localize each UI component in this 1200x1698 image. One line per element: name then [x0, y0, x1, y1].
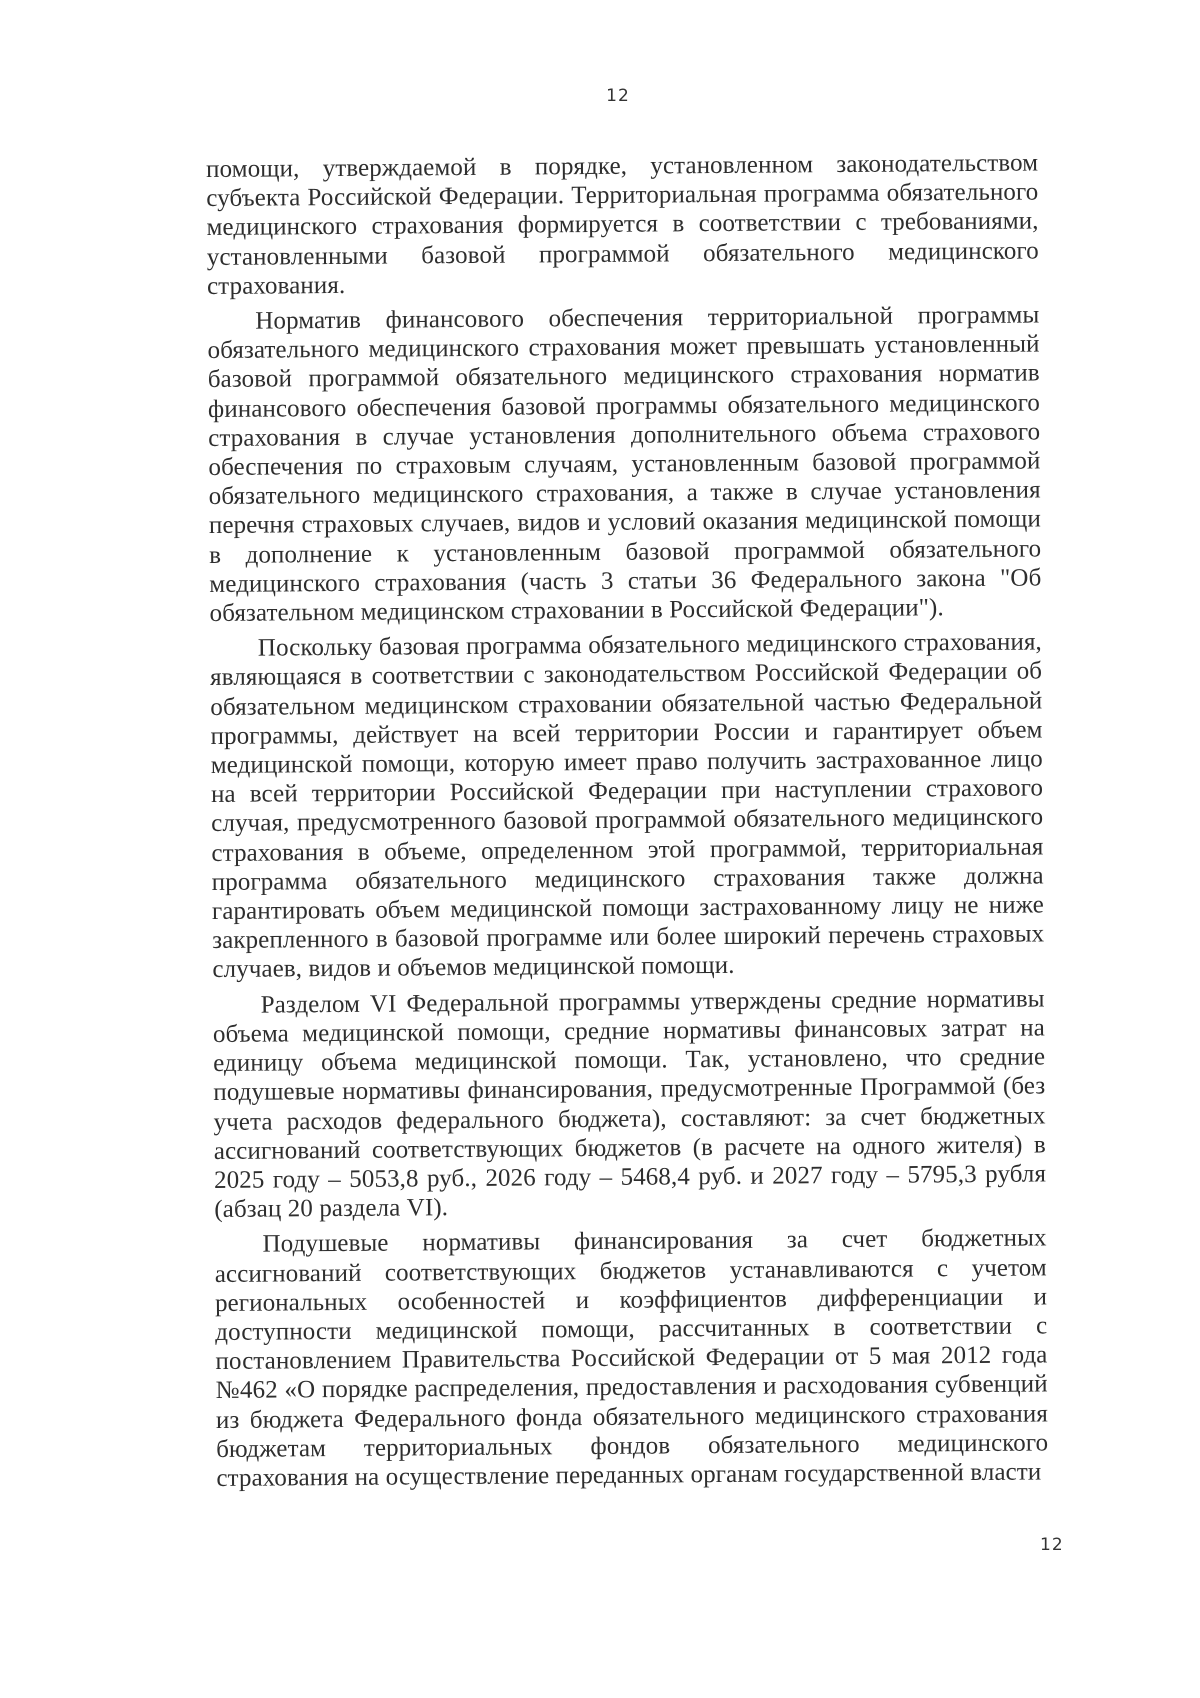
page-number-bottom: 12 [1040, 1535, 1064, 1555]
paragraph-2: Норматив финансового обеспечения территориальной программы обязательного медицинского страхования может превышать установленный базовой программой обязательного медицинского страхования норматив финансового обеспечения базовой программы обязательного медицинского страхования в случае установления дополнительного объема страхового обеспечения по страховым случаям, установленным базовой программой обязательного медицинского страхования, а также в случае установления перечня страховых случаев, видов и условий оказания медицинской помощи в дополнение к установленным базовой программой обязательного медицинского страхования (часть 3 статьи 36 Федерального закона "Об обязательном медицинском страховании в Российской Федерации"). [207, 301, 1042, 628]
document-body [206, 148, 1049, 1499]
paragraph-5: Подушевые нормативы финансирования за счет бюджетных ассигнований соответствующих бюджетов устанавливаются с учетом региональных особенностей и коэффициентов дифференциации и доступности медицинской помощи, рассчитанных в соответствии с постановлением Правительства Российской Федерации от 5 мая 2012 года №462 «О порядке распределения, предоставления и расходования субвенций из бюджета Федерального фонда обязательного медицинского страхования бюджетам территориальных фондов обязательного медицинского страхования на осуществление переданных органам государственной власти [214, 1224, 1049, 1492]
paragraph-3: Поскольку базовая программа обязательного медицинского страхования, являющаяся в соответствии с законодательством Российской Федерации об обязательном медицинском страховании обязательной частью Федеральной программы, действует на всей территории России и гарантирует объем медицинской помощи, которую имеет право получить застрахованное лицо на всей территории Российской Федерации при наступлении страхового случая, предусмотренного базовой программой обязательного медицинского страхования в объеме, определенном этой программой, территориальная программа обязательного медицинского страхования также должна гарантировать объем медицинской помощи застрахованному лицу не ниже закрепленного в базовой программе или более широкий перечень страховых случаев, видов и объемов медицинской помощи. [210, 628, 1045, 984]
paragraph-4: Разделом VI Федеральной программы утверждены средние нормативы объема медицинской помощи, средние нормативы финансовых затрат на единицу объема медицинской помощи. Так, установлено, что средние подушевые нормативы финансирования, предусмотренные Программой (без учета расходов федерального бюджета), составляют: за счет бюджетных ассигнований соответствующих бюджетов (в расчете на одного жителя) в 2025 году – 5053,8 руб., 2026 году – 5468,4 руб. и 2027 году – 5795,3 рубля (абзац 20 раздела VI). [212, 985, 1047, 1224]
paragraph-1: помощи, утверждаемой в порядке, установленном законодательством субъекта Российской Федерации. Территориальная программа обязательного медицинского страхования формируется в соответствии с требованиями, установленными базовой программой обязательного медицинского страхования. [206, 149, 1039, 300]
page-number-top: 12 [606, 86, 630, 106]
